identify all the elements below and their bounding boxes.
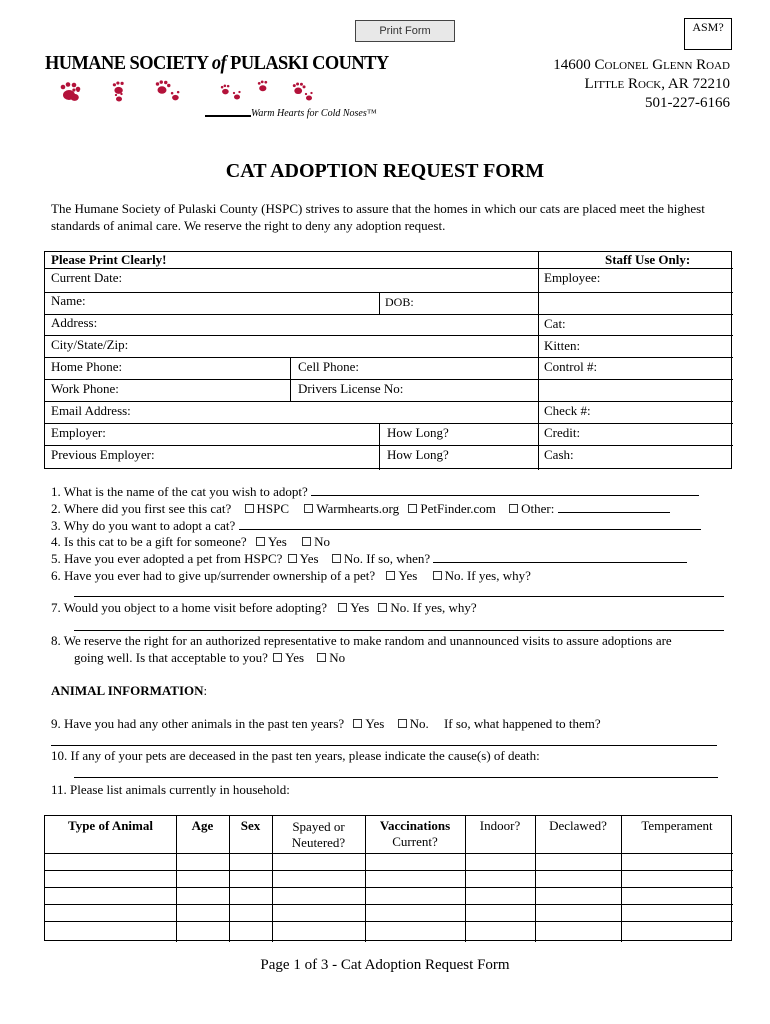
other-checkbox[interactable] [509,504,518,513]
asm-box [684,18,732,50]
print-form-button[interactable]: Print Form [355,20,455,42]
tagline: Warm Hearts for Cold Noses™ [251,108,377,119]
dob-field[interactable]: DOB: [385,295,414,309]
home-visit-yes-label: Yes [350,600,370,615]
animal-info-heading [51,683,207,699]
employee-field[interactable]: Employee: [544,270,601,285]
hspc-checkbox[interactable] [245,504,254,513]
question-10-text: 10. If any of your pets are deceased in the past ten years, please indicate the cause(s) of death: [51,748,540,763]
col-age: Age [191,818,214,833]
surrender-why-answer-line[interactable] [74,596,724,597]
question-10 [51,748,540,764]
surrender-yes-checkbox[interactable] [386,571,395,580]
question-9 [51,716,601,732]
question-9-text: 9. Have you had any other animals in the past ten years? [51,716,345,731]
question-2 [51,501,670,517]
surrender-no-label: No. If yes, why? [444,568,531,583]
random-visit-no-checkbox[interactable] [317,653,326,662]
employer-how-long-field[interactable]: How Long? [387,425,449,440]
question-8-text-line2: going well. Is that acceptable to you? [74,650,268,665]
logo-rule [205,115,251,117]
question-11-text: 11. Please list animals currently in household: [51,782,290,797]
warmhearts-label: Warmhearts.org [316,501,400,516]
credit-field[interactable]: Credit: [544,425,581,440]
address-field[interactable]: Address: [51,315,98,330]
asm-label: ASM? [692,20,724,34]
org-name-part2: PULASKI COUNTY [230,52,389,74]
question-3 [51,518,701,534]
gift-yes-label: Yes [267,534,287,549]
home-visit-why-answer-line[interactable] [74,630,724,631]
other-label: Other: [521,501,555,516]
col-vacc-line1: Vaccinations [379,818,451,833]
cat-field[interactable]: Cat: [544,316,566,331]
past-animals-followup: If so, what happened to them? [443,716,601,731]
cash-field[interactable]: Cash: [544,447,574,462]
question-6 [51,568,531,584]
question-1 [51,484,699,500]
col-vacc-line2: Current? [392,834,438,849]
warmhearts-checkbox[interactable] [304,504,313,513]
petfinder-checkbox[interactable] [408,504,417,513]
random-visit-yes-label: Yes [285,650,305,665]
question-5-text: 5. Have you ever adopted a pet from HSPC? [51,551,283,566]
previous-employer-how-long-field[interactable]: How Long? [387,447,449,462]
home-visit-no-checkbox[interactable] [378,603,387,612]
org-logo [45,52,389,122]
previous-employer-field[interactable]: Previous Employer: [51,447,155,462]
why-adopt-answer-line[interactable] [239,518,701,530]
surrender-yes-label: Yes [398,568,418,583]
past-animals-yes-checkbox[interactable] [353,719,362,728]
home-visit-no-label: No. If yes, why? [390,600,477,615]
intro-text: The Humane Society of Pulaski County (HSPC) strives to assure that the homes in which our cats are placed meet the highest standards of animal care. We reserve the right to deny any adoption request. [51,201,705,233]
question-3-text: 3. Why do you want to adopt a cat? [51,518,236,533]
employer-field[interactable]: Employer: [51,425,106,440]
adopted-no-label: No. If so, when? [343,551,431,566]
print-clearly-label: Please Print Clearly! [51,252,167,267]
org-name-of: of [211,52,227,74]
city-state-zip-field[interactable]: City/State/Zip: [51,337,129,352]
question-4-text: 4. Is this cat to be a gift for someone? [51,534,247,549]
name-field[interactable]: Name: [51,293,86,308]
org-name [45,52,389,75]
work-phone-field[interactable]: Work Phone: [51,381,119,396]
question-11 [51,782,290,798]
email-field[interactable]: Email Address: [51,403,131,418]
page-footer: Page 1 of 3 - Cat Adoption Request Form [260,957,510,973]
household-animals-table [44,815,732,941]
random-visit-no-label: No [329,650,346,665]
cause-of-death-answer-line[interactable] [74,777,718,778]
question-8 [51,633,672,649]
question-1-text: 1. What is the name of the cat you wish to adopt? [51,484,308,499]
question-4 [51,534,330,550]
animal-info-heading-text: ANIMAL INFORMATION [51,683,204,698]
col-type-of-animal: Type of Animal [68,818,153,833]
kitten-field[interactable]: Kitten: [544,338,581,353]
adopted-yes-checkbox[interactable] [288,554,297,563]
gift-no-label: No [314,534,330,549]
address-line2: Little Rock, AR 72210 [584,76,730,92]
question-5 [51,551,687,567]
col-spayed-line1: Spayed or [292,819,345,834]
adopted-no-checkbox[interactable] [332,554,341,563]
random-visit-yes-checkbox[interactable] [273,653,282,662]
past-animals-answer-line[interactable] [51,745,717,746]
check-number-field[interactable]: Check #: [544,403,591,418]
animal-info-heading-colon: : [203,683,208,698]
col-temperament: Temperament [641,818,713,833]
question-2-text: 2. Where did you first see this cat? [51,501,232,516]
question-6-text: 6. Have you ever had to give up/surrender ownership of a pet? [51,568,376,583]
past-animals-no-checkbox[interactable] [398,719,407,728]
current-date-field[interactable]: Current Date: [51,270,123,285]
gift-no-checkbox[interactable] [302,537,311,546]
question-8-text: 8. We reserve the right for an authorized representative to make random and unannounced visits to assure adoptions are [51,633,672,648]
staff-use-label: Staff Use Only: [605,252,691,267]
col-spayed-neutered [272,819,365,851]
past-animals-yes-label: Yes [365,716,385,731]
adopted-yes-label: Yes [299,551,319,566]
paw-prints-icon [53,79,323,103]
other-answer-line[interactable] [558,501,670,513]
hspc-label: HSPC [256,501,290,516]
col-declawed: Declawed? [549,818,607,833]
home-phone-field[interactable]: Home Phone: [51,359,123,374]
col-sex: Sex [240,818,261,833]
cat-name-answer-line[interactable] [311,484,699,496]
col-spayed-line2: Neutered? [291,835,346,850]
org-name-part1: HUMANE SOCIETY [45,52,208,74]
address-line1: 14600 Colonel Glenn Road [553,57,730,73]
form-title: CAT ADOPTION REQUEST FORM [225,160,545,182]
question-7-text: 7. Would you object to a home visit before adopting? [51,600,327,615]
col-indoor: Indoor? [479,818,521,833]
question-8-line2 [74,650,345,666]
drivers-license-field[interactable]: Drivers License No: [298,381,404,396]
home-visit-yes-checkbox[interactable] [338,603,347,612]
applicant-info-table [44,251,732,469]
phone-number: 501-227-6166 [645,95,730,111]
past-animals-no-label: No. [409,716,429,731]
adopted-when-answer-line[interactable] [433,551,687,563]
petfinder-label: PetFinder.com [420,501,496,516]
question-7 [51,600,477,616]
gift-yes-checkbox[interactable] [256,537,265,546]
col-vaccinations [365,818,465,850]
control-number-field[interactable]: Control #: [544,359,598,374]
surrender-no-checkbox[interactable] [433,571,442,580]
cell-phone-field[interactable]: Cell Phone: [298,359,360,374]
